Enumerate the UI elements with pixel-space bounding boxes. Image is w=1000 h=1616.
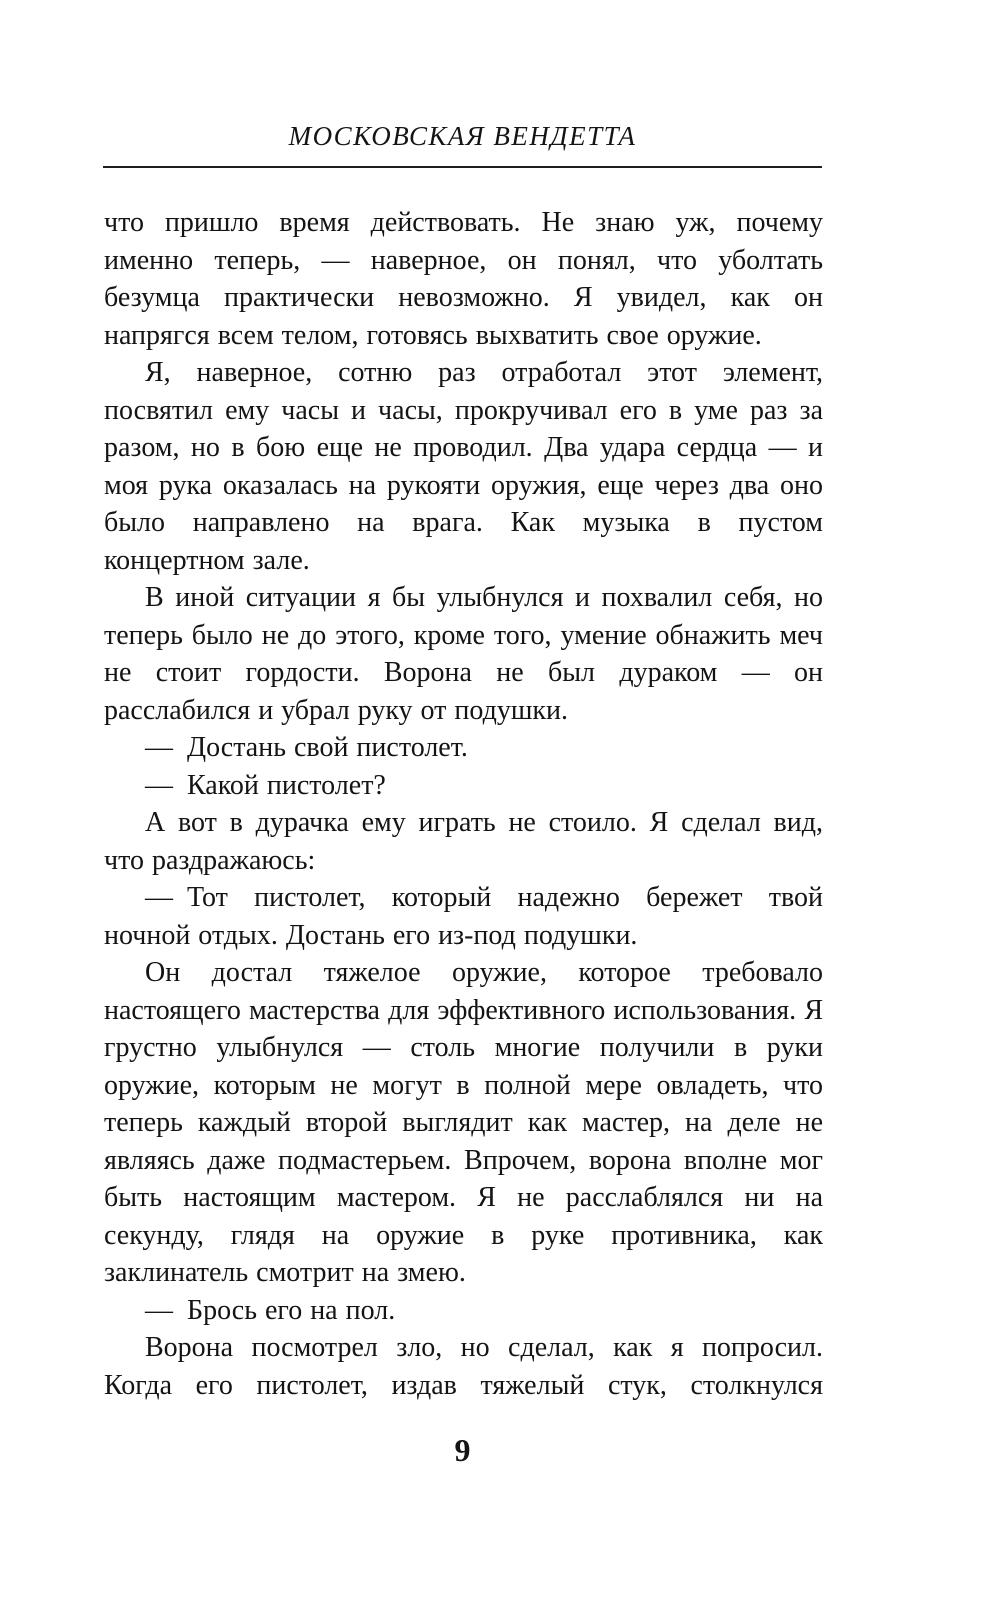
paragraph: — Тот пистолет, который надежно бережет твой ночной отдых. Достань его из-под подушки. xyxy=(104,882,823,951)
paragraph: — Какой пистолет? xyxy=(145,769,386,801)
running-head: МОСКОВСКАЯ ВЕНДЕТТА xyxy=(288,121,637,151)
paragraph: что пришло время действовать. Не знаю уж, почему именно теперь, — наверное, он понял, что уболтать безумца практически невозможно. Я увидел, как он напрягся всем телом, готовясь выхватить свое оружие. xyxy=(104,207,823,351)
paragraph: Он достал тяжелое оружие, которое требовало настоящего мастерства для эффективного использования. Я грустно улыбнулся — столь многие получили в руки оружие, которым не могут в полной мере овладеть, что теперь каждый второй выглядит как мастер, на деле не являясь даже подмастерьем. Впрочем, ворона вполне мог быть настоящим мастером. Я не расслаблялся ни на секунду, глядя на оружие в руке противника, как заклинатель смотрит на змею. xyxy=(104,957,823,1288)
header-rule-divider xyxy=(103,166,822,168)
paragraph: А вот в дурачка ему играть не стоило. Я сделал вид, что раздражаюсь: xyxy=(104,807,823,876)
paragraph: — Брось его на пол. xyxy=(145,1294,396,1326)
paragraph: — Достань свой пистолет. xyxy=(145,732,468,763)
paragraph: Я, наверное, сотню раз отработал этот элемент, посвятил ему часы и часы, прокручивал его в уме раз за разом, но в бою еще не проводил. Два удара сердца — и моя рука оказалась на рукояти оружия, еще через два оно было направлено на врага. Как музыка в пустом концертном зале. xyxy=(104,357,823,576)
paragraph: Ворона посмотрел зло, но сделал, как я попросил. Когда его пистолет, издав тяжелый стук, столкнулся xyxy=(104,1332,823,1401)
paragraph: В иной ситуации я бы улыбнулся и похвалил себя, но теперь было не до этого, кроме того, умение обнажить меч не стоит гордости. Ворона не был дураком — он расслабился и убрал руку от подушки. xyxy=(104,582,823,726)
page-number: 9 xyxy=(454,1432,471,1468)
page-body xyxy=(104,204,823,1404)
